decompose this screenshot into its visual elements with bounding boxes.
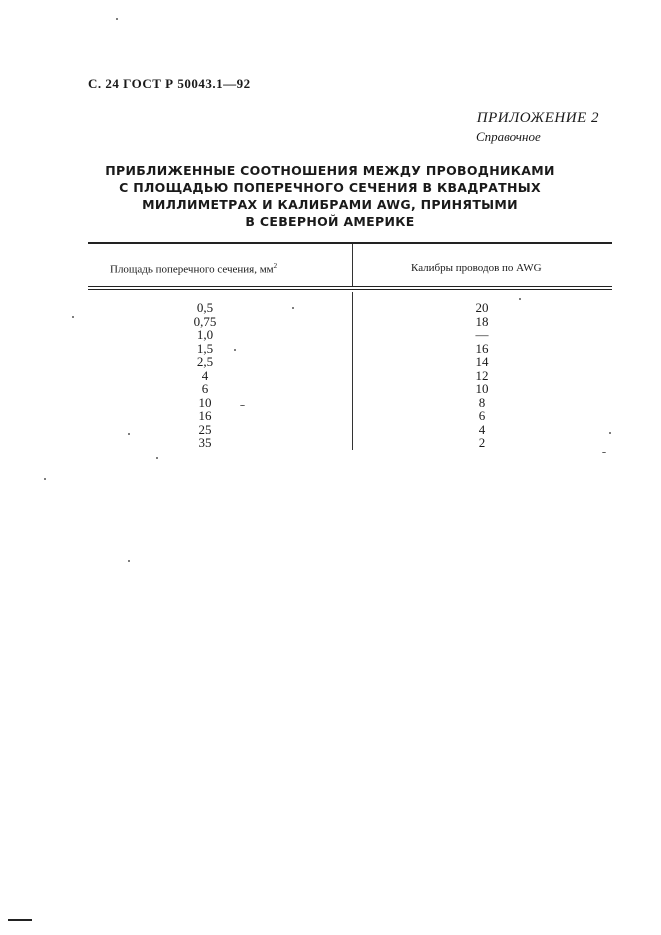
scan-speck	[234, 349, 236, 351]
area-cell: 1,5	[196, 340, 214, 356]
page-reference: С. 24 ГОСТ Р 50043.1—92	[88, 76, 251, 91]
scan-speck	[128, 560, 130, 562]
area-cell: 6	[201, 381, 209, 396]
document-title	[95, 162, 565, 230]
awg-column	[447, 301, 517, 450]
awg-cell: —	[475, 327, 489, 342]
body-column-divider	[352, 292, 353, 450]
appendix-note: Справочное	[476, 129, 541, 144]
header-rule-double	[88, 289, 612, 290]
title-line: ПРИБЛИЖЕННЫЕ СООТНОШЕНИЯ МЕЖДУ ПРОВОДНИКАМИ	[105, 163, 555, 178]
table-top-rule	[88, 242, 612, 244]
appendix-label: ПРИЛОЖЕНИЕ 2	[476, 110, 599, 126]
scan-speck	[292, 307, 294, 309]
scan-speck	[156, 457, 158, 459]
awg-cell: 16	[475, 340, 489, 356]
awg-cell: 18	[475, 313, 489, 329]
awg-cell: 4	[478, 421, 486, 437]
area-cell: 1,0	[196, 327, 214, 342]
column-header-area: Площадь поперечного сечения, $мм^2$	[110, 262, 278, 276]
area-cell: 10	[198, 394, 212, 410]
scan-speck	[128, 433, 130, 435]
title-line: МИЛЛИМЕТРАХ И КАЛИБРАМИ AWG, ПРИНЯТЫМИ	[142, 197, 518, 212]
scan-speck	[240, 405, 245, 406]
awg-cell: 10	[475, 381, 489, 396]
scan-speck	[519, 298, 521, 300]
scan-speck	[44, 478, 46, 480]
awg-cell: 20	[475, 300, 489, 315]
area-cell: 4	[201, 367, 209, 383]
awg-cell: 6	[478, 408, 486, 423]
awg-cell: 8	[478, 394, 486, 410]
area-cell: 0,5	[196, 300, 214, 315]
scan-speck	[602, 452, 606, 453]
scan-speck	[72, 316, 74, 318]
awg-cell: 12	[475, 367, 489, 383]
title-line: С ПЛОЩАДЬЮ ПОПЕРЕЧНОГО СЕЧЕНИЯ В КВАДРАТНЫХ	[119, 180, 541, 195]
awg-cell: 14	[475, 354, 489, 369]
page-edge-mark	[8, 919, 32, 921]
header-rule	[88, 286, 612, 287]
column-header-awg: Калибры проводов по AWG	[411, 262, 542, 274]
area-cell: 16	[198, 408, 212, 423]
area-cell: 0,75	[193, 313, 217, 329]
scan-speck	[609, 432, 611, 434]
unit-superscript: 2	[273, 262, 278, 270]
header-column-divider	[352, 244, 353, 286]
scan-speck	[116, 18, 118, 20]
area-cell: 25	[198, 421, 212, 437]
awg-cell: 2	[478, 435, 486, 450]
area-column	[170, 301, 240, 450]
area-cell: 2,5	[196, 354, 214, 369]
title-line: В СЕВЕРНОЙ АМЕРИКЕ	[245, 214, 415, 229]
area-cell: 35	[198, 435, 212, 450]
